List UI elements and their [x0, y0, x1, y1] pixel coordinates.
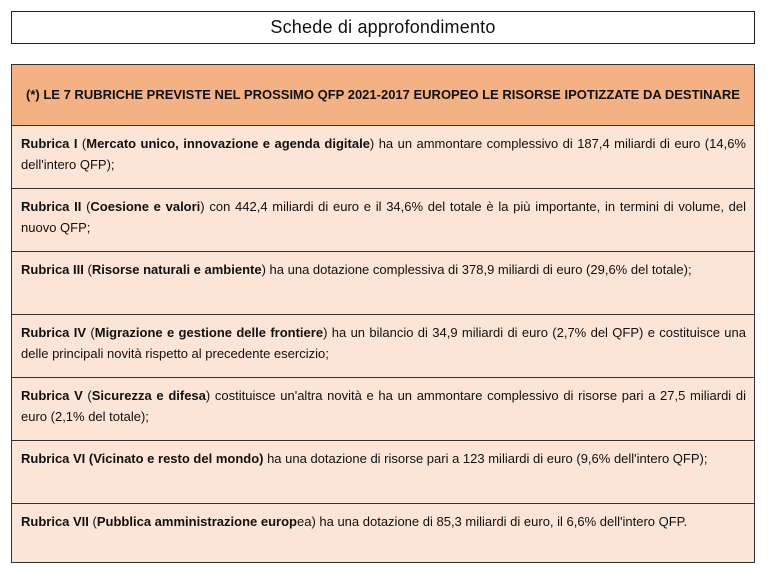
rubrica-paren: (: [83, 262, 92, 277]
rubrica-topic: Coesione e valori: [90, 199, 201, 214]
rubrica-text: ) ha un ammontare complessivo di 187,4 miliardi di euro (14,6% dell'intero QFP);: [21, 136, 746, 172]
rubrica-paren: (: [77, 136, 87, 151]
rubrica-topic: Risorse naturali e ambiente: [91, 262, 262, 277]
rubrica-paren: (: [81, 199, 91, 214]
rubrica-label: Rubrica VII: [21, 514, 89, 529]
rubrica-paren: (: [88, 514, 97, 529]
table-row-rubrica-1: [12, 126, 754, 189]
rubrica-label: Rubrica III: [21, 262, 84, 277]
rubrica-label: Rubrica II: [21, 199, 82, 214]
table-row-rubrica-7: [12, 504, 754, 562]
rubrica-text: ) ha una dotazione complessiva di 378,9 miliardi di euro (29,6% del totale);: [261, 262, 692, 277]
rubrica-paren: (: [86, 325, 95, 340]
table-row-rubrica-5: [12, 378, 754, 441]
rubrica-label: Rubrica I: [21, 136, 78, 151]
table-header: (*) LE 7 RUBRICHE PREVISTE NEL PROSSIMO QFP 2021-2017 EUROPEO LE RISORSE IPOTIZZATE DA DESTINARE: [12, 65, 754, 126]
table-row-rubrica-3: [12, 252, 754, 315]
rubrica-text: ha una dotazione di risorse pari a 123 miliardi di euro (9,6% dell'intero QFP);: [263, 451, 708, 466]
rubriche-table: [11, 64, 755, 563]
rubrica-text: ) ha un bilancio di 34,9 miliardi di euro (2,7% del QFP) e costituisce una delle principali novità rispetto al precedente esercizio;: [21, 325, 747, 361]
rubrica-label: Rubrica V: [21, 388, 83, 403]
rubrica-text: ) costituisce un'altra novità e ha un ammontare complessivo di risorse pari a 27,5 miliardi di euro (2,1% del totale);: [21, 388, 746, 424]
page-title: Schede di approfondimento: [11, 11, 755, 44]
rubrica-paren: (: [82, 388, 92, 403]
table-row-rubrica-4: [12, 315, 754, 378]
table-row-rubrica-6: [12, 441, 754, 504]
rubrica-label: Rubrica IV: [21, 325, 87, 340]
rubrica-text: ea) ha una dotazione di 85,3 miliardi di euro, il 6,6% dell'intero QFP.: [296, 514, 688, 529]
rubrica-topic: Sicurezza e difesa: [91, 388, 206, 403]
rubrica-topic: Mercato unico, innovazione e agenda digitale: [86, 136, 370, 151]
rubrica-topic: Migrazione e gestione delle frontiere: [94, 325, 324, 340]
table-row-rubrica-2: [12, 189, 754, 252]
rubrica-topic: Pubblica amministrazione europ: [96, 514, 297, 529]
rubrica-label: Rubrica VI (Vicinato e resto del mondo): [21, 451, 264, 466]
rubrica-text: ) con 442,4 miliardi di euro e il 34,6% del totale è la più importante, in termini di volume, del nuovo QFP;: [21, 199, 746, 235]
